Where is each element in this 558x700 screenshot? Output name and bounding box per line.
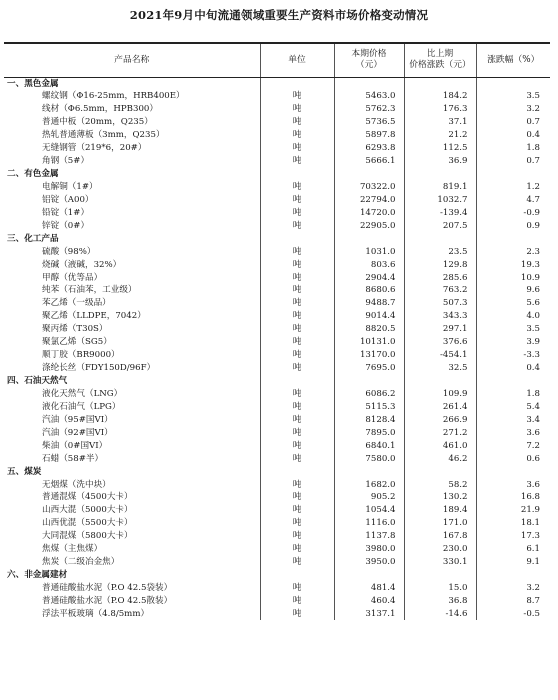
change-cell: 271.2 <box>404 426 476 439</box>
change-cell: 109.9 <box>404 388 476 401</box>
pct-cell: 3.6 <box>476 426 550 439</box>
empty-cell <box>404 77 476 90</box>
empty-cell <box>260 232 334 245</box>
change-cell: 36.8 <box>404 595 476 608</box>
category-row <box>4 569 550 582</box>
table-row <box>4 129 550 142</box>
pct-cell: 5.4 <box>476 400 550 413</box>
product-name-cell: 柴油（0#国VI） <box>42 440 108 451</box>
price-cell: 10131.0 <box>334 336 404 349</box>
price-table <box>4 42 550 620</box>
table-row <box>4 607 550 620</box>
empty-cell <box>260 168 334 181</box>
price-cell: 9014.4 <box>334 310 404 323</box>
table-row <box>4 439 550 452</box>
empty-cell <box>404 168 476 181</box>
empty-cell <box>334 465 404 478</box>
category-label: 二、有色金属 <box>7 169 59 180</box>
table-row <box>4 530 550 543</box>
table-row <box>4 219 550 232</box>
unit-cell: 吨 <box>260 284 334 297</box>
price-cell: 8128.4 <box>334 413 404 426</box>
product-name-cell: 电解铜（1#） <box>42 181 98 192</box>
change-cell: 461.0 <box>404 439 476 452</box>
pct-cell: 0.4 <box>476 362 550 375</box>
table-header <box>4 43 550 77</box>
header-change-line1: 比上期 <box>426 49 454 60</box>
unit-cell: 吨 <box>260 607 334 620</box>
unit-cell: 吨 <box>260 543 334 556</box>
table-row <box>4 103 550 116</box>
unit-cell: 吨 <box>260 426 334 439</box>
change-cell: 297.1 <box>404 323 476 336</box>
product-name-cell: 液化天然气（LNG） <box>42 388 123 399</box>
price-cell: 5115.3 <box>334 400 404 413</box>
header-change <box>404 43 476 77</box>
table-row <box>4 504 550 517</box>
empty-cell <box>334 168 404 181</box>
table-row <box>4 478 550 491</box>
table-row <box>4 517 550 530</box>
header-price-line1: 本期价格 <box>351 49 387 60</box>
price-cell: 3980.0 <box>334 543 404 556</box>
pct-cell: 1.8 <box>476 388 550 401</box>
table-row <box>4 245 550 258</box>
price-cell: 460.4 <box>334 595 404 608</box>
unit-cell: 吨 <box>260 452 334 465</box>
price-cell: 8680.6 <box>334 284 404 297</box>
product-name-cell: 聚氯乙烯（SG5） <box>42 337 112 348</box>
table-row <box>4 310 550 323</box>
category-row <box>4 375 550 388</box>
product-name-cell: 普通硅酸盐水泥（P.O 42.5散装） <box>42 595 173 606</box>
product-name-cell: 热轧普通薄板（3mm，Q235） <box>42 130 165 141</box>
product-name-cell: 螺纹钢（Φ16-25mm，HRB400E） <box>42 91 185 102</box>
pct-cell: -0.5 <box>476 607 550 620</box>
price-cell: 803.6 <box>334 258 404 271</box>
unit-cell: 吨 <box>260 400 334 413</box>
category-label: 五、煤炭 <box>7 466 42 477</box>
price-cell: 6840.1 <box>334 439 404 452</box>
pct-cell: 1.8 <box>476 142 550 155</box>
price-cell: 3950.0 <box>334 556 404 569</box>
table-row <box>4 271 550 284</box>
price-cell: 5762.3 <box>334 103 404 116</box>
change-cell: 330.1 <box>404 556 476 569</box>
unit-cell: 吨 <box>260 181 334 194</box>
price-cell: 22905.0 <box>334 219 404 232</box>
change-cell: 189.4 <box>404 504 476 517</box>
table-row <box>4 362 550 375</box>
page-title: 2021年9月中旬流通领域重要生产资料市场价格变动情况 <box>129 8 429 22</box>
empty-cell <box>476 375 550 388</box>
price-cell: 5897.8 <box>334 129 404 142</box>
unit-cell: 吨 <box>260 491 334 504</box>
price-cell: 14720.0 <box>334 206 404 219</box>
product-name-cell: 硫酸（98%） <box>42 246 96 257</box>
category-label: 六、非金属建材 <box>7 570 68 581</box>
change-cell: 112.5 <box>404 142 476 155</box>
product-name-cell: 石蜡（58#半） <box>42 453 104 464</box>
pct-cell: 8.7 <box>476 595 550 608</box>
unit-cell: 吨 <box>260 323 334 336</box>
product-name-cell: 无缝钢管（219*6，20#） <box>42 143 147 154</box>
pct-cell: 3.4 <box>476 413 550 426</box>
price-cell: 5736.5 <box>334 116 404 129</box>
unit-cell: 吨 <box>260 155 334 168</box>
change-cell: 507.3 <box>404 297 476 310</box>
header-pct: 涨跌幅（%） <box>476 43 550 77</box>
change-cell: 207.5 <box>404 219 476 232</box>
header-unit: 单位 <box>260 43 334 77</box>
product-name-cell: 苯乙烯（一级品） <box>42 298 111 309</box>
change-cell: 32.5 <box>404 362 476 375</box>
header-price <box>334 43 404 77</box>
product-name-cell: 无烟煤（洗中块） <box>42 479 111 490</box>
table-row <box>4 556 550 569</box>
category-label: 四、石油天然气 <box>7 376 68 387</box>
pct-cell: 16.8 <box>476 491 550 504</box>
product-name-cell: 大同混煤（5800大卡） <box>42 531 133 542</box>
pct-cell: 0.4 <box>476 129 550 142</box>
price-cell: 1031.0 <box>334 245 404 258</box>
change-cell: 58.2 <box>404 478 476 491</box>
table-row <box>4 181 550 194</box>
unit-cell: 吨 <box>260 129 334 142</box>
pct-cell: 3.5 <box>476 323 550 336</box>
product-name-cell: 铅锭（1#） <box>42 207 90 218</box>
table-row <box>4 426 550 439</box>
table-body <box>4 77 550 620</box>
price-cell: 905.2 <box>334 491 404 504</box>
unit-cell: 吨 <box>260 504 334 517</box>
product-name-cell: 浮法平板玻璃（4.8/5mm） <box>42 608 150 619</box>
price-cell: 1116.0 <box>334 517 404 530</box>
product-name-cell: 烧碱（液碱，32%） <box>42 259 122 270</box>
table-row <box>4 388 550 401</box>
table-row <box>4 142 550 155</box>
empty-cell <box>334 232 404 245</box>
price-cell: 6086.2 <box>334 388 404 401</box>
pct-cell: -0.9 <box>476 206 550 219</box>
price-cell: 22794.0 <box>334 193 404 206</box>
change-cell: 21.2 <box>404 129 476 142</box>
change-cell: 343.3 <box>404 310 476 323</box>
category-label: 三、化工产品 <box>7 233 59 244</box>
table-row <box>4 543 550 556</box>
table-row <box>4 452 550 465</box>
unit-cell: 吨 <box>260 193 334 206</box>
price-cell: 6293.8 <box>334 142 404 155</box>
unit-cell: 吨 <box>260 116 334 129</box>
product-name-cell: 聚丙烯（T30S） <box>42 324 108 335</box>
product-name-cell: 角钢（5#） <box>42 156 90 167</box>
empty-cell <box>404 465 476 478</box>
pct-cell: 3.6 <box>476 478 550 491</box>
pct-cell: 5.6 <box>476 297 550 310</box>
pct-cell: -3.3 <box>476 349 550 362</box>
pct-cell: 6.1 <box>476 543 550 556</box>
pct-cell: 3.2 <box>476 582 550 595</box>
unit-cell: 吨 <box>260 556 334 569</box>
change-cell: 129.8 <box>404 258 476 271</box>
unit-cell: 吨 <box>260 103 334 116</box>
table-row <box>4 491 550 504</box>
empty-cell <box>476 232 550 245</box>
pct-cell: 4.0 <box>476 310 550 323</box>
pct-cell: 3.5 <box>476 90 550 103</box>
price-cell: 7580.0 <box>334 452 404 465</box>
empty-cell <box>476 569 550 582</box>
product-name-cell: 线材（Φ6.5mm，HPB300） <box>42 104 158 115</box>
category-label: 一、黑色金属 <box>7 78 59 89</box>
table-row <box>4 155 550 168</box>
change-cell: 23.5 <box>404 245 476 258</box>
change-cell: 763.2 <box>404 284 476 297</box>
category-row <box>4 465 550 478</box>
table-row <box>4 595 550 608</box>
empty-cell <box>476 77 550 90</box>
table-row <box>4 349 550 362</box>
unit-cell: 吨 <box>260 388 334 401</box>
table-row <box>4 258 550 271</box>
product-name-cell: 液化石油气（LPG） <box>42 401 121 412</box>
table-row <box>4 582 550 595</box>
price-cell: 7895.0 <box>334 426 404 439</box>
price-cell: 2904.4 <box>334 271 404 284</box>
pct-cell: 19.3 <box>476 258 550 271</box>
product-name-cell: 汽油（95#国VI） <box>42 414 113 425</box>
change-cell: 130.2 <box>404 491 476 504</box>
pct-cell: 18.1 <box>476 517 550 530</box>
change-cell: 285.6 <box>404 271 476 284</box>
empty-cell <box>334 569 404 582</box>
empty-cell <box>404 375 476 388</box>
header-price-line2: （元） <box>355 60 383 71</box>
pct-cell: 9.6 <box>476 284 550 297</box>
product-name-cell: 顺丁胶（BR9000） <box>42 350 120 361</box>
unit-cell: 吨 <box>260 142 334 155</box>
table-row <box>4 400 550 413</box>
unit-cell: 吨 <box>260 439 334 452</box>
change-cell: -139.4 <box>404 206 476 219</box>
price-cell: 1137.8 <box>334 530 404 543</box>
product-name-cell: 焦煤（主焦煤） <box>42 544 103 555</box>
pct-cell: 17.3 <box>476 530 550 543</box>
pct-cell: 10.9 <box>476 271 550 284</box>
category-row <box>4 168 550 181</box>
price-cell: 13170.0 <box>334 349 404 362</box>
table-row <box>4 323 550 336</box>
product-name-cell: 甲醇（优等品） <box>42 272 103 283</box>
change-cell: 15.0 <box>404 582 476 595</box>
table-row <box>4 297 550 310</box>
unit-cell: 吨 <box>260 530 334 543</box>
unit-cell: 吨 <box>260 90 334 103</box>
price-cell: 3137.1 <box>334 607 404 620</box>
product-name-cell: 普通硅酸盐水泥（P.O 42.5袋装） <box>42 583 173 594</box>
change-cell: 184.2 <box>404 90 476 103</box>
product-name-cell: 普通中板（20mm，Q235） <box>42 117 153 128</box>
pct-cell: 3.2 <box>476 103 550 116</box>
empty-cell <box>476 168 550 181</box>
price-cell: 9488.7 <box>334 297 404 310</box>
empty-cell <box>334 77 404 90</box>
unit-cell: 吨 <box>260 245 334 258</box>
pct-cell: 0.9 <box>476 219 550 232</box>
price-cell: 1054.4 <box>334 504 404 517</box>
table-row <box>4 206 550 219</box>
header-change-line2: 价格涨跌（元） <box>409 60 471 71</box>
pct-cell: 0.6 <box>476 452 550 465</box>
unit-cell: 吨 <box>260 349 334 362</box>
change-cell: 37.1 <box>404 116 476 129</box>
empty-cell <box>334 375 404 388</box>
change-cell: -14.6 <box>404 607 476 620</box>
price-cell: 7695.0 <box>334 362 404 375</box>
pct-cell: 21.9 <box>476 504 550 517</box>
change-cell: 171.0 <box>404 517 476 530</box>
product-name-cell: 汽油（92#国VI） <box>42 427 113 438</box>
table-row <box>4 284 550 297</box>
pct-cell: 0.7 <box>476 155 550 168</box>
unit-cell: 吨 <box>260 336 334 349</box>
change-cell: 1032.7 <box>404 193 476 206</box>
empty-cell <box>404 569 476 582</box>
pct-cell: 0.7 <box>476 116 550 129</box>
product-name-cell: 焦炭（二级冶金焦） <box>42 557 120 568</box>
price-cell: 8820.5 <box>334 323 404 336</box>
empty-cell <box>260 569 334 582</box>
change-cell: 819.1 <box>404 181 476 194</box>
change-cell: 230.0 <box>404 543 476 556</box>
header-product-name: 产品名称 <box>4 43 260 77</box>
table-row <box>4 193 550 206</box>
product-name-cell: 山西优混（5500大卡） <box>42 518 133 529</box>
product-name-cell: 纯苯（石油苯，工业级） <box>42 285 137 296</box>
change-cell: 266.9 <box>404 413 476 426</box>
unit-cell: 吨 <box>260 271 334 284</box>
change-cell: 36.9 <box>404 155 476 168</box>
unit-cell: 吨 <box>260 258 334 271</box>
price-cell: 5666.1 <box>334 155 404 168</box>
change-cell: 261.4 <box>404 400 476 413</box>
product-name-cell: 聚乙烯（LLDPE，7042） <box>42 311 146 322</box>
product-name-cell: 涤纶长丝（FDY150D/96F） <box>42 363 156 374</box>
category-row <box>4 232 550 245</box>
unit-cell: 吨 <box>260 595 334 608</box>
table-row <box>4 336 550 349</box>
product-name-cell: 锌锭（0#） <box>42 220 90 231</box>
price-cell: 481.4 <box>334 582 404 595</box>
change-cell: 46.2 <box>404 452 476 465</box>
pct-cell: 3.9 <box>476 336 550 349</box>
table-row <box>4 116 550 129</box>
product-name-cell: 山西大混（5000大卡） <box>42 505 133 516</box>
pct-cell: 9.1 <box>476 556 550 569</box>
unit-cell: 吨 <box>260 310 334 323</box>
table-row <box>4 90 550 103</box>
unit-cell: 吨 <box>260 297 334 310</box>
pct-cell: 7.2 <box>476 439 550 452</box>
category-row <box>4 77 550 90</box>
unit-cell: 吨 <box>260 206 334 219</box>
unit-cell: 吨 <box>260 517 334 530</box>
unit-cell: 吨 <box>260 582 334 595</box>
change-cell: 376.6 <box>404 336 476 349</box>
change-cell: 167.8 <box>404 530 476 543</box>
table-row <box>4 413 550 426</box>
empty-cell <box>404 232 476 245</box>
empty-cell <box>260 77 334 90</box>
unit-cell: 吨 <box>260 219 334 232</box>
pct-cell: 1.2 <box>476 181 550 194</box>
change-cell: 176.3 <box>404 103 476 116</box>
empty-cell <box>260 465 334 478</box>
pct-cell: 2.3 <box>476 245 550 258</box>
price-cell: 70322.0 <box>334 181 404 194</box>
unit-cell: 吨 <box>260 413 334 426</box>
product-name-cell: 铝锭（A00） <box>42 194 94 205</box>
pct-cell: 4.7 <box>476 193 550 206</box>
change-cell: -454.1 <box>404 349 476 362</box>
product-name-cell: 普通混煤（4500大卡） <box>42 492 133 503</box>
empty-cell <box>476 465 550 478</box>
price-cell: 5463.0 <box>334 90 404 103</box>
unit-cell: 吨 <box>260 478 334 491</box>
unit-cell: 吨 <box>260 362 334 375</box>
empty-cell <box>260 375 334 388</box>
price-cell: 1682.0 <box>334 478 404 491</box>
